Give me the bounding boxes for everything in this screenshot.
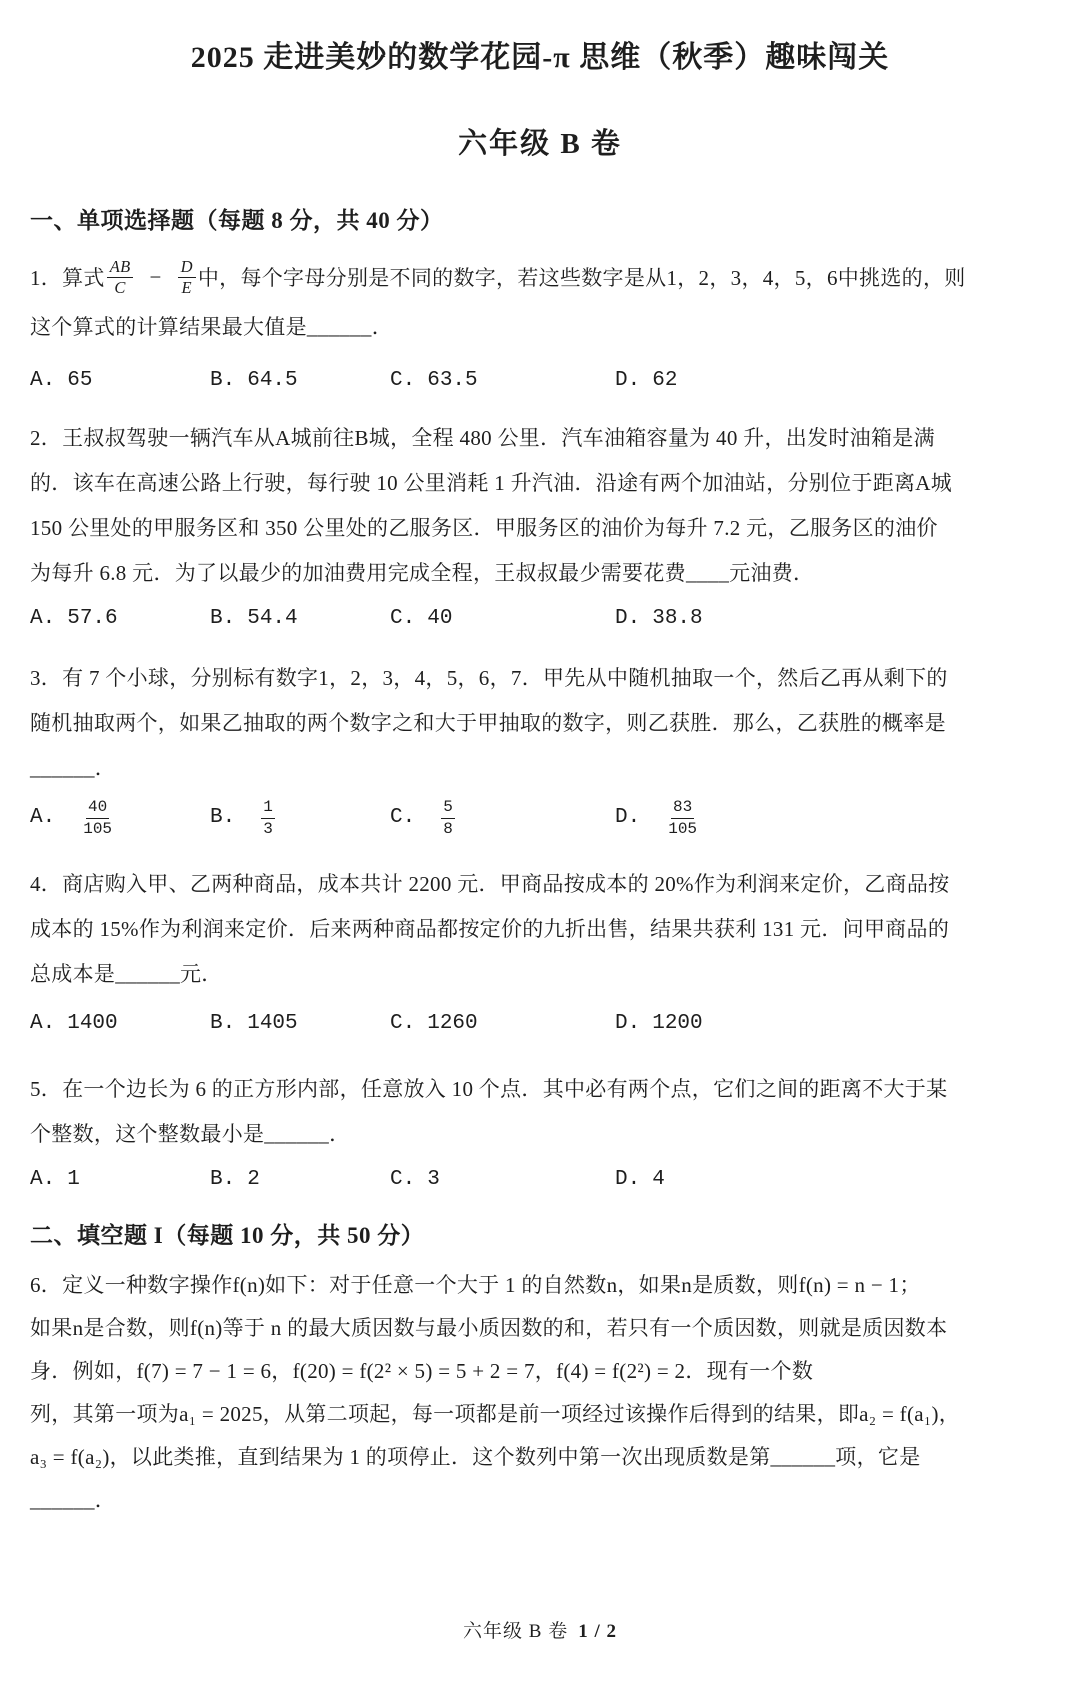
option-value: 1200	[652, 1012, 703, 1035]
option-b	[210, 1165, 390, 1195]
question-1-options	[30, 366, 1050, 396]
option-value: 1260	[427, 1012, 478, 1035]
option-label: B.	[210, 369, 236, 392]
option-value: 38.8	[652, 607, 703, 630]
option-label: C.	[390, 1012, 416, 1035]
option-a	[30, 604, 210, 634]
option-value: 40	[427, 607, 453, 630]
question-5-options	[30, 1165, 1050, 1195]
option-a	[30, 366, 210, 396]
fraction-numerator: 83	[671, 797, 694, 819]
option-value: 54.4	[247, 607, 298, 630]
option-value: 1400	[67, 1012, 118, 1035]
page-title: 2025 走进美妙的数学花园-π 思维（秋季）趣味闯关	[190, 41, 890, 74]
option-label: A.	[30, 369, 56, 392]
question-1-line-1	[30, 249, 1050, 305]
option-label: B.	[210, 1012, 236, 1035]
page-footer	[0, 1616, 1080, 1643]
option-d	[615, 1165, 1050, 1195]
fraction-denominator: 105	[668, 819, 698, 838]
option-value: 3	[427, 1168, 440, 1191]
option-d	[615, 797, 1050, 840]
option-value: 63.5	[427, 369, 478, 392]
minus-operator: −	[149, 264, 162, 289]
option-a	[30, 797, 210, 840]
option-d	[615, 1009, 1050, 1039]
option-fraction	[81, 797, 114, 840]
option-label: B.	[210, 806, 236, 830]
question-5	[30, 1067, 1050, 1157]
option-b	[210, 797, 390, 840]
option-label: D.	[615, 1012, 641, 1035]
question-3	[30, 656, 1050, 791]
question-6-line-1: 6．定义一种数字操作f(n)如下：对于任意一个大于 1 的自然数n，如果n是质数，则f(n) = n − 1；	[30, 1273, 921, 1297]
option-c	[390, 1009, 615, 1039]
section-1-heading: 一、单项选择题（每题 8 分，共 40 分）	[30, 208, 444, 233]
option-value: 57.6	[67, 607, 118, 630]
question-4-line-2: 成本的 15%作为利润来定价．后来两种商品都按定价的九折出售，结果共获利 131 元．问甲商品的	[30, 917, 950, 941]
option-b	[210, 604, 390, 634]
option-value: 2	[247, 1168, 260, 1191]
question-5-line-1: 5．在一个边长为 6 的正方形内部，任意放入 10 个点．其中必有两个点，它们之间的距离不大于某	[30, 1077, 948, 1101]
question-6-line-3: 身．例如，f(7) = 7 − 1 = 6，f(20) = f(2² × 5) = 5 + 2 = 7，f(4) = f(2²) = 2．现有一个数	[30, 1359, 814, 1383]
option-b	[210, 366, 390, 396]
option-label: C.	[390, 1168, 416, 1191]
question-1-line-2: 这个算式的计算结果最大值是______．	[30, 315, 393, 339]
option-a	[30, 1009, 210, 1039]
option-d	[615, 604, 1050, 634]
option-label: C.	[390, 806, 416, 830]
question-6-blank-line: ______．	[30, 1488, 117, 1512]
exam-page	[0, 38, 1080, 1522]
fraction-d-over-e	[178, 257, 196, 298]
question-1-prefix: 1．算式	[30, 266, 105, 290]
fraction-denominator: E	[181, 277, 192, 297]
page-subtitle: 六年级 B 卷	[458, 128, 622, 160]
option-c	[390, 1165, 615, 1195]
section-2-heading: 二、填空题 I（每题 10 分，共 50 分）	[30, 1223, 425, 1248]
question-3-line-1: 3．有 7 个小球，分别标有数字1，2，3，4，5，6，7．甲先从中随机抽取一个，然后乙再从剩下的	[30, 666, 948, 690]
fraction-denominator: 105	[83, 819, 113, 838]
question-2-options	[30, 604, 1050, 634]
fraction-numerator: AB	[107, 257, 134, 278]
option-value: 4	[652, 1168, 665, 1191]
option-fraction	[441, 797, 455, 840]
question-6	[30, 1264, 1050, 1522]
option-label: B.	[210, 607, 236, 630]
question-2-line-1: 2．王叔叔驾驶一辆汽车从A城前往B城，全程 480 公里．汽车油箱容量为 40 升，出发时油箱是满	[30, 426, 935, 450]
question-2-line-4: 为每升 6.8 元．为了以最少的加油费用完成全程，王叔叔最少需要花费____元油费．	[30, 561, 815, 585]
question-4-line-1: 4．商店购入甲、乙两种商品，成本共计 2200 元．甲商品按成本的 20%作为利润来定价，乙商品按	[30, 872, 950, 896]
question-1-suffix: 中，每个字母分别是不同的数字，若这些数字是从1，2，3，4，5，6中挑选的，则	[197, 266, 966, 290]
option-value: 1405	[247, 1012, 298, 1035]
question-6-line-4: 列，其第一项为a₁ = 2025，从第二项起，每一项都是前一项经过该操作后得到的结果，即a₂ = f(a₁)，	[30, 1402, 961, 1426]
question-2-line-2: 的．该车在高速公路上行驶，每行驶 10 公里消耗 1 升汽油．沿途有两个加油站，分别位于距离A城	[30, 471, 953, 495]
question-4-line-3: 总成本是______元．	[30, 962, 223, 986]
option-value: 65	[67, 369, 93, 392]
option-label: D.	[615, 1168, 641, 1191]
option-label: A.	[30, 1168, 56, 1191]
option-label: D.	[615, 369, 641, 392]
footer-page-number: 1 / 2	[578, 1621, 617, 1642]
question-3-options	[30, 797, 1050, 847]
fraction-denominator: C	[114, 277, 126, 297]
option-value: 62	[652, 369, 678, 392]
question-4	[30, 862, 1050, 997]
fraction-denominator: 8	[443, 819, 453, 838]
option-value: 64.5	[247, 369, 298, 392]
option-c	[390, 366, 615, 396]
option-label: D.	[615, 806, 641, 830]
option-b	[210, 1009, 390, 1039]
fraction-ab-over-c	[107, 257, 134, 298]
option-label: A.	[30, 1012, 56, 1035]
fraction-numerator: 5	[441, 797, 455, 819]
option-c	[390, 604, 615, 634]
question-6-line-2: 如果n是合数，则f(n)等于 n 的最大质因数与最小质因数的和，若只有一个质因数，则就是质因数本	[30, 1316, 948, 1340]
option-fraction	[261, 797, 275, 840]
question-3-line-2: 随机抽取两个，如果乙抽取的两个数字之和大于甲抽取的数字，则乙获胜．那么，乙获胜的概率是	[30, 711, 946, 735]
fraction-denominator: 3	[263, 819, 273, 838]
option-value: 1	[67, 1168, 80, 1191]
option-label: A.	[30, 607, 56, 630]
option-label: C.	[390, 369, 416, 392]
footer-label: 六年级 B 卷	[463, 1621, 569, 1642]
option-a	[30, 1165, 210, 1195]
fraction-numerator: 1	[261, 797, 275, 819]
question-6-line-5: a₃ = f(a₂)，以此类推，直到结果为 1 的项停止．这个数列中第一次出现质数是第______项，它是	[30, 1445, 921, 1469]
fraction-numerator: 40	[86, 797, 109, 819]
option-label: D.	[615, 607, 641, 630]
option-label: B.	[210, 1168, 236, 1191]
question-2-line-3: 150 公里处的甲服务区和 350 公里处的乙服务区．甲服务区的油价为每升 7.2 元，乙服务区的油价	[30, 516, 938, 540]
question-5-line-2: 个整数，这个整数最小是______．	[30, 1122, 351, 1146]
fraction-numerator: D	[178, 257, 196, 278]
option-fraction	[666, 797, 699, 840]
question-4-options	[30, 1009, 1050, 1039]
question-3-blank-line: ______．	[30, 756, 117, 780]
question-2	[30, 416, 1050, 596]
question-1	[30, 249, 1050, 350]
option-label: C.	[390, 607, 416, 630]
option-label: A.	[30, 806, 56, 830]
option-d	[615, 366, 1050, 396]
option-c	[390, 797, 615, 840]
